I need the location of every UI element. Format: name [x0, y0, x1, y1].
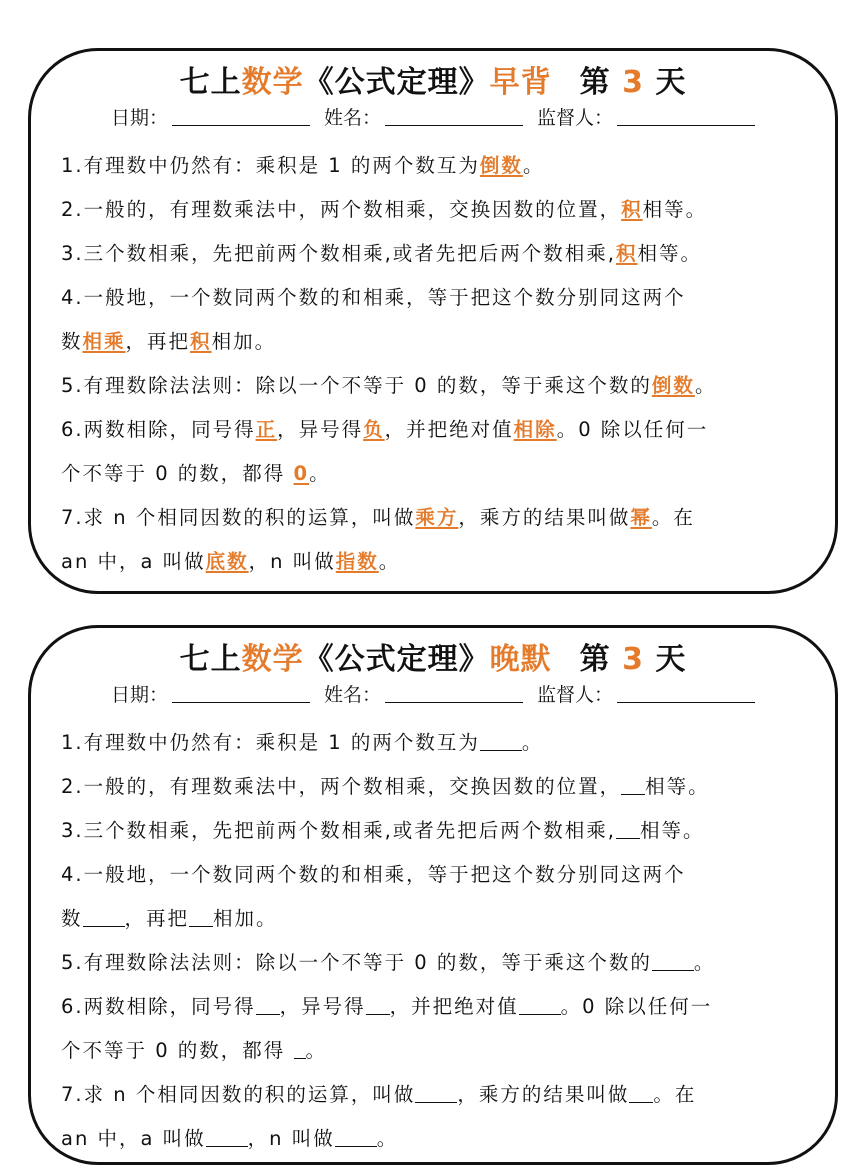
formula-line [61, 364, 716, 408]
text: 。 [521, 731, 544, 754]
answer: 倒数 [479, 154, 523, 177]
answer: 倒数 [651, 374, 695, 397]
date-label: 日期： [111, 684, 169, 706]
title-grade: 七上 [179, 642, 242, 677]
blank[interactable] [189, 908, 213, 927]
text: 相加。 [213, 907, 278, 930]
text: ，n 叫做 [248, 550, 336, 573]
text: 。 [309, 462, 331, 485]
text: 。在 [651, 506, 695, 529]
text: 。在 [653, 1083, 697, 1106]
text: 1.有理数中仍然有：乘积是 1 的两个数互为 [61, 731, 480, 754]
evening-body [61, 721, 715, 1161]
supervisor-field[interactable] [617, 107, 755, 126]
text: ，并把绝对值 [384, 418, 514, 441]
text: ，异号得 [277, 418, 364, 441]
formula-line [61, 1073, 715, 1117]
text: 2.一般的，有理数乘法中，两个数相乘，交换因数的位置， [61, 198, 622, 221]
text: 相加。 [211, 330, 277, 353]
title-subject: 数学 [241, 65, 304, 100]
evening-title [31, 634, 835, 678]
text: 数 [61, 907, 83, 930]
formula-line [61, 765, 715, 809]
title-day-suffix: 天 [655, 642, 687, 677]
formula-line [61, 853, 715, 897]
text: 。 [694, 374, 717, 397]
text: an 中，a 叫做 [61, 1127, 206, 1150]
blank[interactable] [294, 1040, 306, 1059]
text: ，乘方的结果叫做 [457, 1083, 630, 1106]
title-session: 晚默 [489, 642, 552, 677]
evening-card [28, 625, 838, 1165]
formula-line [61, 320, 716, 364]
blank[interactable] [616, 820, 640, 839]
morning-body [61, 144, 716, 584]
formula-line [61, 540, 716, 584]
text: 相等。 [642, 198, 708, 221]
answer: 正 [255, 418, 278, 441]
text: ，乘方的结果叫做 [458, 506, 631, 529]
formula-line [61, 496, 716, 540]
text: 3.三个数相乘，先把前两个数相乘,或者先把后两个数相乘, [61, 819, 617, 842]
answer: 幂 [630, 506, 652, 529]
title-day-suffix: 天 [655, 65, 687, 100]
text: 。 [378, 550, 401, 573]
blank[interactable] [519, 996, 561, 1015]
text: 6.两数相除，同号得 [61, 995, 256, 1018]
text: 数 [61, 330, 83, 353]
date-field[interactable] [172, 684, 310, 703]
text: 相等。 [645, 775, 710, 798]
text: ，n 叫做 [247, 1127, 335, 1150]
title-day-number: 3 [622, 65, 644, 100]
morning-title [31, 57, 835, 101]
text: ，再把 [125, 330, 191, 353]
name-label: 姓名： [324, 684, 382, 706]
supervisor-label: 监督人： [537, 107, 614, 129]
formula-line [61, 276, 716, 320]
blank[interactable] [366, 996, 390, 1015]
blank[interactable] [256, 996, 280, 1015]
text: 2.一般的，有理数乘法中，两个数相乘，交换因数的位置， [61, 775, 622, 798]
text: 。0 除以任何一 [560, 995, 713, 1018]
text: 7.求 n 个相同因数的积的运算，叫做 [61, 506, 416, 529]
answer: 相除 [513, 418, 557, 441]
text: 相等。 [637, 242, 703, 265]
answer: 积 [616, 242, 638, 265]
formula-line [61, 941, 715, 985]
answer: 负 [363, 418, 385, 441]
blank[interactable] [621, 776, 645, 795]
evening-meta [111, 680, 769, 707]
blank[interactable] [206, 1128, 248, 1147]
formula-line [61, 721, 715, 765]
title-session: 早背 [489, 65, 552, 100]
text: 。 [522, 154, 545, 177]
blank[interactable] [83, 908, 125, 927]
answer: 相乘 [82, 330, 126, 353]
blank[interactable] [480, 732, 522, 751]
text: 4.一般地，一个数同两个数的和相乘，等于把这个数分别同这两个 [61, 863, 686, 886]
title-topic: 《公式定理》 [303, 642, 490, 677]
supervisor-label: 监督人： [537, 684, 614, 706]
formula-line [61, 897, 715, 941]
blank[interactable] [335, 1128, 377, 1147]
supervisor-field[interactable] [617, 684, 755, 703]
title-subject: 数学 [241, 642, 304, 677]
text: an 中，a 叫做 [61, 550, 206, 573]
blank[interactable] [415, 1084, 457, 1103]
date-field[interactable] [172, 107, 310, 126]
title-day-prefix: 第 [579, 642, 611, 677]
answer: 底数 [205, 550, 249, 573]
answer: 0 [293, 462, 310, 485]
morning-card [28, 48, 838, 594]
blank[interactable] [629, 1084, 653, 1103]
text: ，异号得 [279, 995, 366, 1018]
formula-line [61, 188, 716, 232]
title-day-number: 3 [622, 642, 644, 677]
date-label: 日期： [111, 107, 169, 129]
formula-line [61, 452, 716, 496]
formula-line [61, 809, 715, 853]
title-topic: 《公式定理》 [303, 65, 490, 100]
answer: 乘方 [415, 506, 459, 529]
text: ，并把绝对值 [389, 995, 519, 1018]
name-field[interactable] [385, 684, 523, 703]
text: 1.有理数中仍然有：乘积是 1 的两个数互为 [61, 154, 480, 177]
text: 6.两数相除，同号得 [61, 418, 256, 441]
answer: 积 [621, 198, 643, 221]
formula-line [61, 985, 715, 1029]
blank[interactable] [652, 952, 694, 971]
text: 5.有理数除法法则：除以一个不等于 0 的数，等于乘这个数的 [61, 951, 652, 974]
text: 。 [693, 951, 716, 974]
morning-meta [111, 103, 769, 130]
answer: 积 [190, 330, 212, 353]
name-label: 姓名： [324, 107, 382, 129]
title-grade: 七上 [179, 65, 242, 100]
answer: 指数 [335, 550, 379, 573]
text: 相等。 [640, 819, 705, 842]
text: 7.求 n 个相同因数的积的运算，叫做 [61, 1083, 416, 1106]
text: 。 [376, 1127, 399, 1150]
name-field[interactable] [385, 107, 523, 126]
formula-line [61, 1117, 715, 1161]
text: 个不等于 0 的数，都得 [61, 1039, 294, 1062]
text: 个不等于 0 的数，都得 [61, 462, 294, 485]
text: 5.有理数除法法则：除以一个不等于 0 的数，等于乘这个数的 [61, 374, 652, 397]
text: 。 [305, 1039, 328, 1062]
text: 。0 除以任何一 [556, 418, 709, 441]
formula-line [61, 232, 716, 276]
formula-line [61, 1029, 715, 1073]
title-day-prefix: 第 [579, 65, 611, 100]
text: 3.三个数相乘，先把前两个数相乘,或者先把后两个数相乘, [61, 242, 617, 265]
formula-line [61, 408, 716, 452]
text: 4.一般地，一个数同两个数的和相乘，等于把这个数分别同这两个 [61, 286, 686, 309]
formula-line [61, 144, 716, 188]
text: ，再把 [124, 907, 190, 930]
